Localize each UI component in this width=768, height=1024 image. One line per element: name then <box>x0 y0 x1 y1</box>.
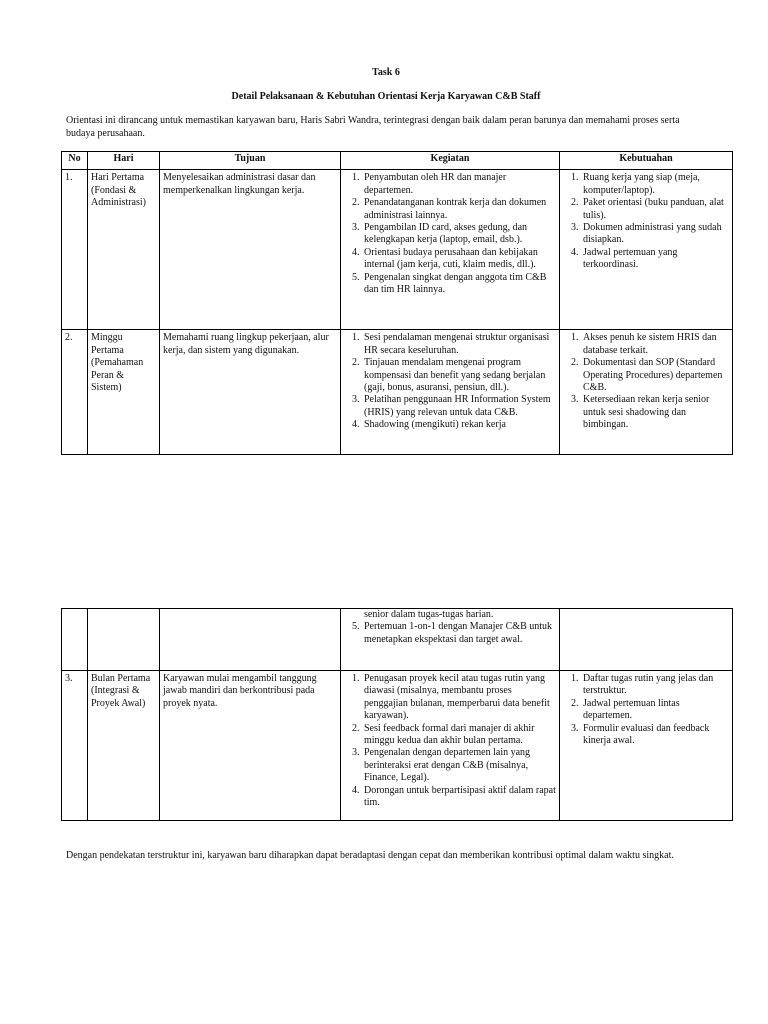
row-hari: Minggu Pertama (Pemahaman Peran & Sistem) <box>88 330 160 455</box>
list-item: 3. Pelatihan penggunaan HR Information System (HRIS) yang relevan untuk data C&B. <box>362 394 556 419</box>
table-header-row <box>62 152 733 170</box>
list-item: 1. Akses penuh ke sistem HRIS dan database terkait. <box>581 332 729 357</box>
list-item: 4. Jadwal pertemuan yang terkoordinasi. <box>581 247 729 272</box>
row-tujuan: Menyelesaikan administrasi dasar dan memperkenalkan lingkungan kerja. <box>160 170 341 330</box>
list-item: 5. Pertemuan 1-on-1 dengan Manajer C&B untuk menetapkan ekspektasi dan target awal. <box>362 621 556 646</box>
document-title: Detail Pelaksanaan & Kebutuhan Orientasi Kerja Karyawan C&B Staff <box>231 91 541 102</box>
list-item: 2. Tinjauan mendalam mengenai program kompensasi dan benefit yang sedang berjalan (gaji, bonus, asuransi, pensiun, dll.). <box>362 357 556 394</box>
row-tujuan: Memahami ruang lingkup pekerjaan, alur kerja, dan sistem yang digunakan. <box>160 330 341 455</box>
header-tujuan: Tujuan <box>160 152 341 170</box>
row-no <box>62 609 88 671</box>
header-hari: Hari <box>88 152 160 170</box>
list-item: 2. Paket orientasi (buku panduan, alat tulis). <box>581 197 729 222</box>
carry-over-text: senior dalam tugas-tugas harian. <box>364 609 494 620</box>
list-item: 5. Pengenalan singkat dengan anggota tim C&B dan tim HR lainnya. <box>362 272 556 297</box>
row-hari: Bulan Pertama (Integrasi & Proyek Awal) <box>88 671 160 821</box>
task-label: Task 6 <box>372 67 400 78</box>
list-item: 3. Dokumen administrasi yang sudah disiapkan. <box>581 222 729 247</box>
header-kegiatan: Kegiatan <box>341 152 560 170</box>
list-item: 3. Ketersediaan rekan kerja senior untuk sesi shadowing dan bimbingan. <box>581 394 729 431</box>
list-item: 3. Pengenalan dengan departemen lain yang berinteraksi erat dengan C&B (misalnya, Finance, Legal). <box>362 747 556 784</box>
orientation-table-part1 <box>61 151 733 455</box>
row-no: 2. <box>62 330 88 455</box>
list-item: 2. Jadwal pertemuan lintas departemen. <box>581 698 729 723</box>
row-no: 3. <box>62 671 88 821</box>
intro-paragraph: Orientasi ini dirancang untuk memastikan karyawan baru, Haris Sabri Wandra, terintegrasi dengan baik dalam peran barunya dan memahami proses serta budaya perusahaan. <box>66 115 680 139</box>
list-item: 1. Sesi pendalaman mengenai struktur organisasi HR secara keseluruhan. <box>362 332 556 357</box>
list-item: 3. Pengambilan ID card, akses gedung, dan kelengkapan kerja (laptop, email, dsb.). <box>362 222 556 247</box>
list-item: 1. Penyambutan oleh HR dan manajer departemen. <box>362 172 556 197</box>
row-kebutuhan <box>560 671 733 821</box>
closing-paragraph: Dengan pendekatan terstruktur ini, karyawan baru diharapkan dapat beradaptasi dengan cepat dan memberikan kontribusi optimal dalam waktu singkat. <box>66 850 674 861</box>
header-kebutuhan: Kebutuahan <box>560 152 733 170</box>
row-hari <box>88 609 160 671</box>
list-item: 4. Dorongan untuk berpartisipasi aktif dalam rapat tim. <box>362 785 556 810</box>
row-hari: Hari Pertama (Fondasi & Administrasi) <box>88 170 160 330</box>
list-item: 2. Dokumentasi dan SOP (Standard Operating Procedures) departemen C&B. <box>581 357 729 394</box>
row-no: 1. <box>62 170 88 330</box>
row-kebutuhan <box>560 330 733 455</box>
list-item: 1. Ruang kerja yang siap (meja, komputer/laptop). <box>581 172 729 197</box>
orientation-table-part2 <box>61 608 733 821</box>
list-item: 1. Penugasan proyek kecil atau tugas rutin yang diawasi (misalnya, membantu proses penggajian bulanan, memperbarui data benefit karyawan). <box>362 673 556 723</box>
list-item: 4. Orientasi budaya perusahaan dan kebijakan internal (jam kerja, cuti, klaim medis, dll.). <box>362 247 556 272</box>
list-item: 3. Formulir evaluasi dan feedback kinerja awal. <box>581 723 729 748</box>
row-kegiatan <box>341 671 560 821</box>
list-item: 2. Sesi feedback formal dari manajer di akhir minggu kedua dan akhir bulan pertama. <box>362 723 556 748</box>
table-row <box>62 330 733 455</box>
row-kebutuhan <box>560 170 733 330</box>
list-item: 4. Shadowing (mengikuti) rekan kerja <box>362 419 556 431</box>
table-row <box>62 671 733 821</box>
row-kebutuhan <box>560 609 733 671</box>
list-item: 2. Penandatanganan kontrak kerja dan dokumen administrasi lainnya. <box>362 197 556 222</box>
row-kegiatan <box>341 609 560 671</box>
header-no: No <box>62 152 88 170</box>
table-row <box>62 609 733 671</box>
row-kegiatan <box>341 170 560 330</box>
table-row <box>62 170 733 330</box>
row-kegiatan <box>341 330 560 455</box>
row-tujuan: Karyawan mulai mengambil tanggung jawab mandiri dan berkontribusi pada proyek nyata. <box>160 671 341 821</box>
list-item: 1. Daftar tugas rutin yang jelas dan terstruktur. <box>581 673 729 698</box>
row-tujuan <box>160 609 341 671</box>
